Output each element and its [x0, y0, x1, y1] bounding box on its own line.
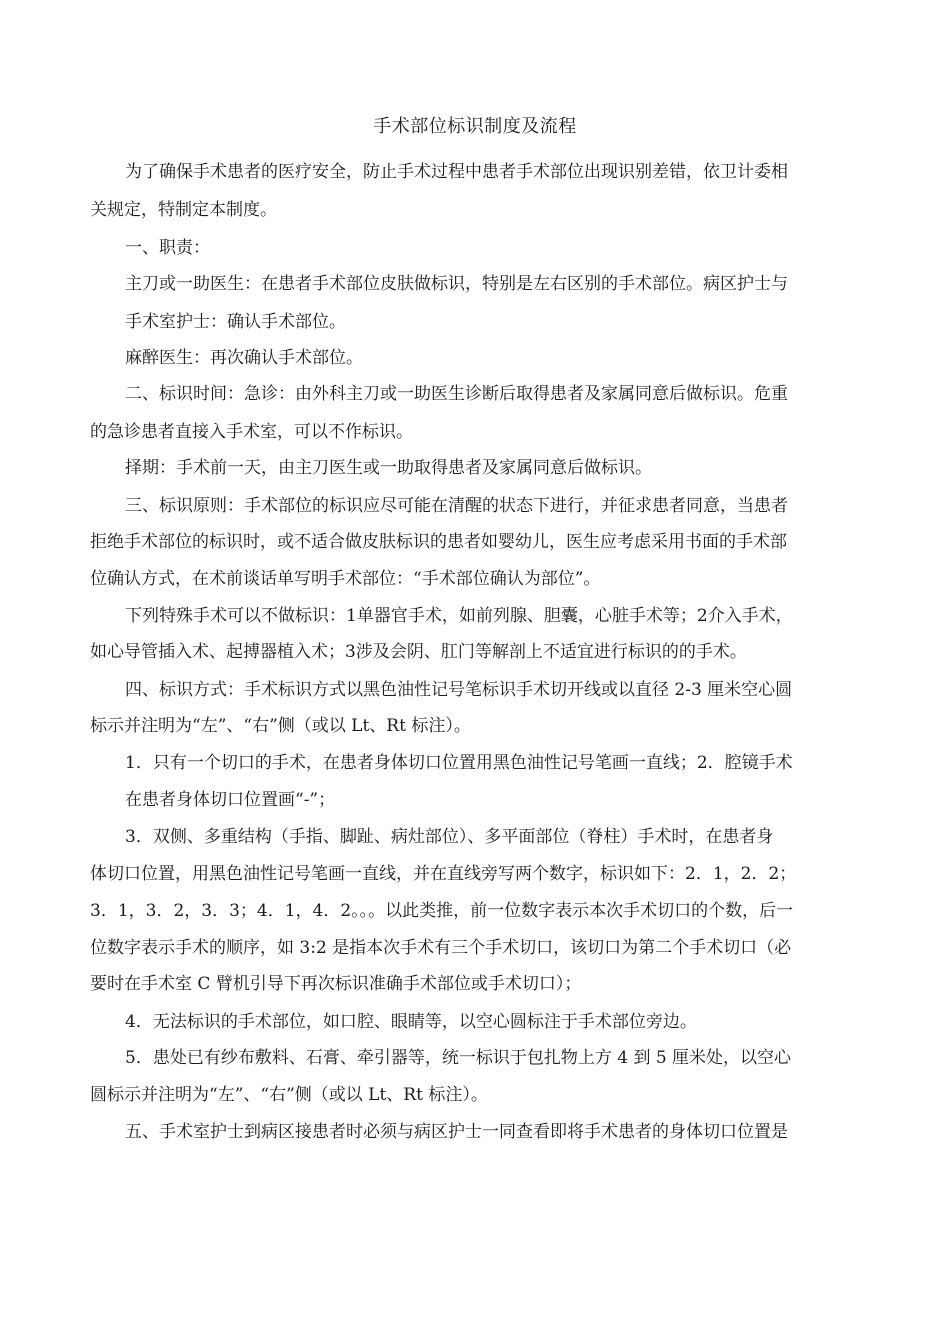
text-line: 在患者身体切口位置画“-”；	[125, 790, 336, 810]
text-line: 圆标示并注明为“左”、“右”侧（或以 Lt、Rt 标注）。	[90, 1085, 488, 1105]
document-title: 手术部位标识制度及流程	[373, 116, 577, 137]
text-line: 的急诊患者直接入手术室，可以不作标识。	[90, 422, 413, 442]
text-line: 3．1，3．2，3．3；4．1，4．2。。。以此类推，前一位数字表示本次手术切口的个数，后一	[90, 901, 794, 921]
text-line: 麻醉医生：再次确认手术部位。	[125, 348, 363, 368]
text-line: 体切口位置，用黑色油性记号笔画一直线，并在直线旁写两个数字，标识如下：2．1，2．2；	[90, 864, 797, 884]
text-line: 位确认方式，在术前谈话单写明手术部位：“手术部位确认为部位”。	[90, 569, 601, 589]
text-line: 5．患处已有纱布敷料、石膏、牵引器等，统一标识于包扎物上方 4 到 5 厘米处，以空心	[125, 1048, 792, 1068]
text-line: 要时在手术室 C 臂机引导下再次标识准确手术部位或手术切口）；	[90, 974, 582, 994]
text-line: 为了确保手术患者的医疗安全，防止手术过程中患者手术部位出现识别差错，依卫计委相	[125, 162, 788, 182]
text-line: 如心导管插入术、起搏器植入术；3涉及会阴、肛门等解剖上不适宜进行标识的的手术。	[90, 642, 747, 662]
text-line: 1．只有一个切口的手术，在患者身体切口位置用黑色油性记号笔画一直线；2．腔镜手术	[125, 753, 793, 773]
text-line: 手术室护士：确认手术部位。	[125, 312, 346, 332]
text-line: 一、职责：	[125, 238, 210, 258]
text-line: 下列特殊手术可以不做标识：1单器官手术，如前列腺、胆囊，心脏手术等；2介入手术，	[125, 606, 793, 626]
text-line: 主刀或一助医生：在患者手术部位皮肤做标识，特别是左右区别的手术部位。病区护士与	[125, 274, 788, 294]
text-line: 二、标识时间：急诊：由外科主刀或一助医生诊断后取得患者及家属同意后做标识。危重	[125, 384, 788, 404]
text-line: 拒绝手术部位的标识时，或不适合做皮肤标识的患者如婴幼儿，医生应考虑采用书面的手术部	[90, 532, 787, 552]
text-line: 3．双侧、多重结构（手指、脚趾、病灶部位）、多平面部位（脊柱）手术时，在患者身	[125, 827, 774, 847]
text-line: 四、标识方式：手术标识方式以黑色油性记号笔标识手术切开线或以直径 2-3 厘米空心圆	[125, 680, 793, 700]
text-line: 关规定，特制定本制度。	[90, 200, 277, 220]
text-line: 五、手术室护士到病区接患者时必须与病区护士一同查看即将手术患者的身体切口位置是	[125, 1122, 788, 1142]
text-line: 择期：手术前一天，由主刀医生或一助取得患者及家属同意后做标识。	[125, 458, 652, 478]
text-line: 三、标识原则：手术部位的标识应尽可能在清醒的状态下进行，并征求患者同意，当患者	[125, 496, 788, 516]
text-line: 4．无法标识的手术部位，如口腔、眼睛等，以空心圆标注于手术部位旁边。	[125, 1012, 697, 1032]
text-line: 标示并注明为“左”、“右”侧（或以 Lt、Rt 标注）。	[90, 716, 471, 736]
text-line: 位数字表示手术的顺序，如 3:2 是指本次手术有三个手术切口，该切口为第二个手术切口（必	[90, 938, 792, 958]
